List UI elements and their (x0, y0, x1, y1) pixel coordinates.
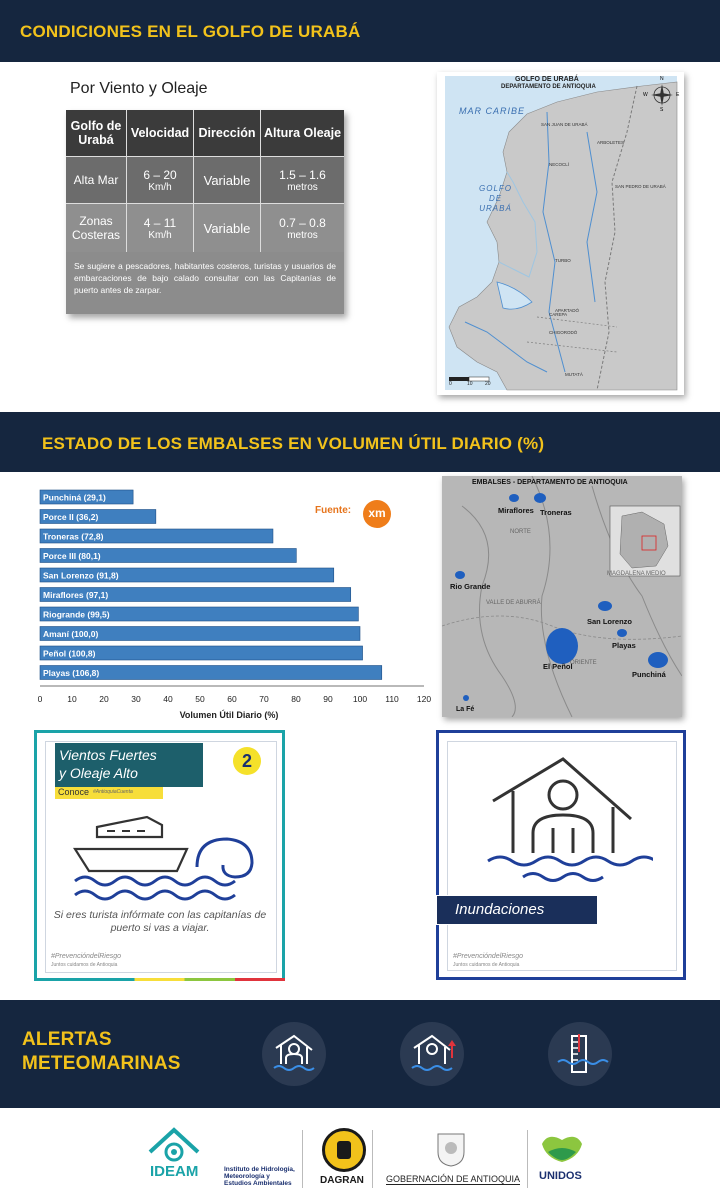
col-speed: Velocidad (127, 110, 194, 157)
compass-icon (643, 76, 680, 113)
flood-house-small-icon (262, 1022, 326, 1086)
wave-unit: metros (287, 181, 318, 193)
direction-cell: Variable (194, 204, 261, 253)
x-tick-label: 120 (416, 694, 432, 704)
col-wave: Altura Oleaje (261, 110, 345, 157)
unidos-logo-text: UNIDOS (539, 1170, 582, 1182)
ideam-description (224, 1166, 295, 1187)
footer-hashtag: #PrevencióndelRiesgo (453, 953, 524, 960)
logo-divider (302, 1130, 303, 1188)
dagran-hand-icon (325, 1131, 363, 1169)
alert-body-text: Si eres turista infórmate con las capitanías de puerto si vas a viajar. (53, 909, 267, 934)
reservoir-label: Rio Grande (450, 582, 491, 591)
zone-cell: Zonas Costeras (66, 204, 127, 253)
x-tick-label: 70 (259, 694, 269, 704)
reservoir-label: San Lorenzo (587, 617, 633, 626)
source-label: Fuente: (315, 505, 352, 516)
flood-title-box (436, 895, 598, 925)
speed-unit: Km/h (148, 181, 172, 193)
region-label: ORIENTE (570, 660, 597, 666)
alert-title-box (55, 743, 203, 787)
header-band-conditions (0, 0, 720, 62)
scale-label: 20 (485, 381, 491, 387)
ideam-logo-icon (146, 1126, 202, 1162)
region-label: NORTE (510, 529, 531, 535)
x-axis-label: Volumen Útil Diario (%) (179, 710, 279, 720)
town-label: MUTATÁ (565, 372, 583, 377)
zone-cell: Alta Mar (66, 157, 127, 204)
col-zone: Golfo de Urabá (66, 110, 127, 157)
gulf-label-line: DE (488, 194, 503, 203)
footer-hashtag: #PrevencióndelRiesgo (51, 953, 122, 960)
conoce-label: Conoce (58, 787, 90, 797)
col-direction: Dirección (194, 110, 261, 157)
bar-label: San Lorenzo (91,8) (43, 570, 119, 581)
x-tick-label: 20 (99, 694, 109, 704)
alert-card-flood (436, 730, 686, 980)
color-strip (34, 978, 285, 981)
x-tick-label: 40 (163, 694, 173, 704)
town-label: SAN PEDRO DE URABÁ (615, 184, 666, 189)
x-tick-label: 30 (131, 694, 141, 704)
logo-divider (372, 1130, 373, 1188)
bar-label: Riogrande (99,5) (43, 609, 110, 620)
speed-value: 6 – 20 (143, 167, 177, 182)
section-title-reservoirs: ESTADO DE LOS EMBALSES EN VOLUMEN ÚTIL DIARIO (%) (42, 434, 545, 453)
gulf-label-line: GOLFO (479, 184, 513, 193)
alert-card-wind (34, 730, 285, 981)
speed-cell (127, 157, 194, 204)
town-label: CAREPA (549, 312, 568, 317)
x-tick-label: 0 (37, 694, 43, 704)
bar-label: Peñol (100,8) (43, 648, 96, 659)
wave-value: 0.7 – 0.8 (279, 215, 326, 230)
gulf-label (479, 184, 512, 214)
compass-e: E (676, 92, 680, 98)
advisory-note: Se sugiere a pescadores, habitantes costeros, turistas y usuarios de embarcaciones de bajo calado consultar con las Capitanías de puerto antes de zarpar. (74, 261, 336, 295)
x-tick-label: 100 (352, 694, 368, 704)
bar-label: Playas (106,8) (43, 668, 100, 678)
wave-value: 1.5 – 1.6 (279, 167, 326, 182)
section-title-conditions: CONDICIONES EN EL GOLFO DE URABÁ (20, 22, 361, 41)
map2-title: EMBALSES - DEPARTAMENTO DE ANTIOQUIA (472, 479, 628, 486)
speed-unit: Km/h (148, 229, 172, 241)
unidos-logo-icon (538, 1130, 586, 1166)
alert-title-line1: Vientos Fuertes (59, 747, 157, 763)
reservoir-label: La Fé (456, 706, 475, 713)
compass-rose (649, 82, 675, 108)
bar-label: Porce III (80,1) (43, 551, 101, 561)
bar-label: Troneras (72,8) (43, 531, 104, 542)
alerts-band-title (22, 1028, 181, 1076)
reservoir-label: Troneras (540, 508, 572, 517)
flood-rise-icon (400, 1022, 464, 1086)
map-subtitle: DEPARTAMENTO DE ANTIOQUIA (501, 84, 596, 90)
xm-logo: xm (363, 500, 391, 528)
bar-label: Punchiná (29,1) (43, 492, 106, 503)
water-level-alert-icon[interactable] (548, 1022, 612, 1086)
reservoir-label: Playas (612, 641, 636, 650)
town-label: CHIGORODÓ (549, 330, 578, 335)
wave-cell (261, 204, 345, 253)
sea-label: MAR CARIBE (459, 106, 526, 116)
wave-unit: metros (287, 229, 318, 241)
alert-title-line2: y Oleaje Alto (59, 765, 138, 781)
town-label: ARBOLETES (597, 140, 625, 145)
bar-label: Miraflores (97,1) (43, 590, 109, 600)
ideam-swirl (146, 1126, 202, 1162)
region-label: VALLE DE ABURRÁ (486, 600, 541, 606)
footer-subtext: Juntos cuidamos de Antioquia (453, 962, 520, 968)
region-label: MAGDALENA MEDIO (607, 571, 666, 577)
map-title: GOLFO DE URABÁ (515, 76, 579, 83)
alerts-band-title-line1: ALERTAS (22, 1029, 112, 1050)
town-label: TURBO (555, 258, 571, 263)
x-tick-label: 110 (385, 694, 399, 704)
gulf-label-line: URABÁ (479, 204, 512, 213)
compass-s: S (660, 107, 664, 113)
x-tick-label: 90 (323, 694, 333, 704)
wave-cell (261, 157, 345, 204)
ideam-logo-text: IDEAM (150, 1163, 199, 1180)
wind-subtitle: Por Viento y Oleaje (70, 80, 208, 97)
compass-w: W (643, 92, 648, 98)
town-label: SAN JUAN DE URABÁ (541, 122, 588, 127)
wind-wave-table (66, 110, 344, 314)
uraba-map (437, 72, 684, 395)
x-tick-label: 80 (291, 694, 301, 704)
bar-label: Amaní (100,0) (43, 629, 99, 639)
conoce-hashtag: #AntioquiaCuenta (93, 789, 133, 795)
flood-house-icon (483, 753, 653, 893)
alerts-band-title-line2: METEOMARINAS (22, 1053, 181, 1074)
water-gauge-icon (548, 1022, 612, 1086)
reservoirs-map (442, 476, 682, 717)
reservoir-label: Punchiná (632, 670, 666, 679)
x-tick-label: 50 (195, 694, 205, 704)
antioquia-shield-icon (434, 1130, 468, 1168)
unidos-leaves (538, 1130, 586, 1166)
header-band-reservoirs (0, 412, 720, 472)
uraba-map-graphic (437, 72, 684, 395)
table-row (66, 157, 344, 204)
reservoir-label: Miraflores (498, 506, 534, 515)
flood-rise-alert-icon[interactable] (400, 1022, 464, 1086)
x-tick-label: 10 (67, 694, 77, 704)
town-label: NECOCLÍ (549, 162, 570, 167)
bar-label: Porce II (36,2) (43, 512, 99, 522)
direction-cell: Variable (194, 157, 261, 204)
flood-title: Inundaciones (455, 901, 545, 918)
alert-number-badge: 2 (233, 747, 261, 775)
alerts-band (0, 1000, 720, 1108)
antioquia-coat-of-arms (434, 1130, 468, 1168)
ideam-desc-line: Estudios Ambientales (224, 1180, 292, 1187)
logo-divider (527, 1130, 528, 1188)
ship-wave-icon (67, 807, 267, 907)
table-row (66, 204, 344, 253)
scale-label: 0 (449, 381, 452, 387)
x-tick-label: 60 (227, 694, 237, 704)
ideam-desc-line: Meteorología y (224, 1173, 270, 1180)
conoce-badge (55, 787, 163, 799)
dagran-seal (322, 1128, 366, 1172)
flood-alert-icon[interactable] (262, 1022, 326, 1086)
reservoir-chart (18, 480, 433, 725)
ideam-desc-line: Instituto de Hidrología, (224, 1166, 295, 1173)
reservoir-label: El Peñol (543, 662, 573, 671)
dagran-logo-text: DAGRAN (320, 1175, 364, 1186)
compass-n: N (660, 76, 664, 82)
footer-subtext: Juntos cuidamos de Antioquia (51, 962, 118, 968)
town-label: APARTADÓ (555, 308, 580, 313)
speed-cell (127, 204, 194, 253)
speed-value: 4 – 11 (143, 215, 177, 230)
gobernacion-logo-text: GOBERNACIÓN DE ANTIOQUIA (386, 1174, 521, 1184)
scale-label: 10 (467, 381, 473, 387)
